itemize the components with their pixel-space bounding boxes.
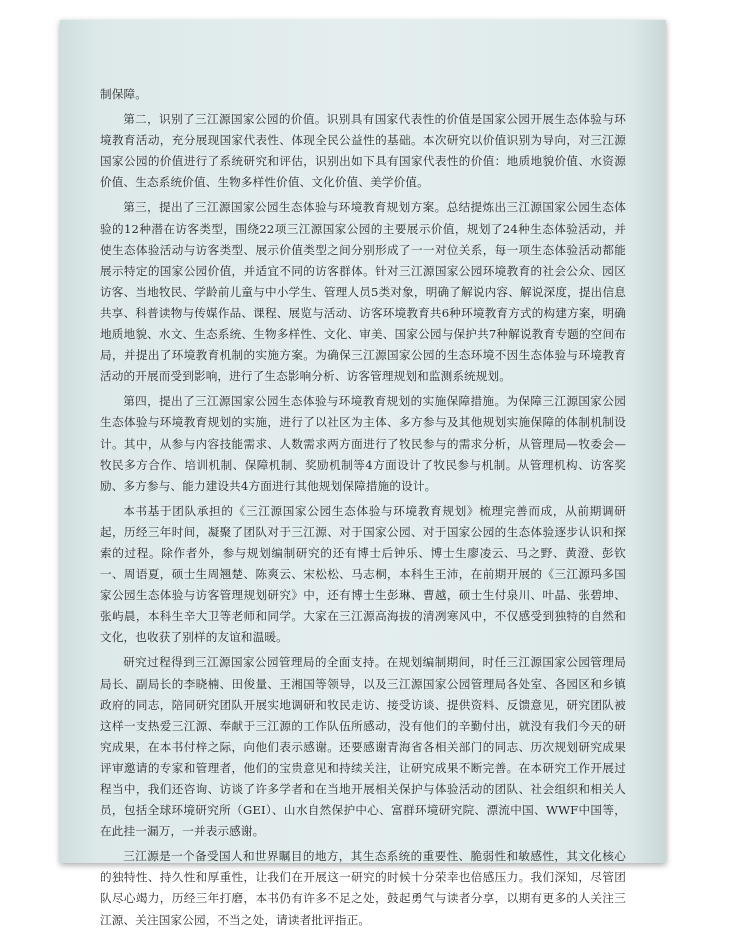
book-page xyxy=(60,20,666,927)
paragraph-closing: 三江源是一个备受国人和世界瞩目的地方，其生态系统的重要性、脆弱性和敏感性，其文化核心的独特性、持久性和厚重性，让我们在开展这一研究的时候十分荣幸也倍感压力。我们深知，尽管团队尽心竭力，历经三年打磨，本书仍有许多不足之处，鼓起勇气与读者分享，以期有更多的人关注三江源、关注国家公园，不当之处，请读者批评指正。 xyxy=(100,849,626,927)
paragraph-continuation: 制保障。 xyxy=(100,87,147,101)
paragraph-acknowledgements: 研究过程得到三江源国家公园管理局的全面支持。在规划编制期间，时任三江源国家公园管理局局长、副局长的李晓楠、田俊量、王湘国等领导，以及三江源国家公园管理局各处室、各园区和乡镇政府的同志，陪同研究团队开展实地调研和牧民走访、接受访谈、提供资料、反馈意见，研究团队被这样一支热爱三江源、奉献于三江源的工作队伍所感动，没有他们的辛勤付出，就没有我们今天的研究成果，在本书付梓之际，向他们表示感谢。还要感谢青海省各相关部门的同志、历次规划研究成果评审邀请的专家和管理者，他们的宝贵意见和持续关注，让研究成果不断完善。在本研究工作开展过程当中，我们还咨询、访谈了许多学者和在当地开展相关保护与体验活动的团队、社会组织和相关人员，包括全球环境研究所（GEI）、山水自然保护中心、富群环境研究院、漂流中国、WWF中国等，在此挂一漏万，一并表示感谢。 xyxy=(100,655,626,839)
paragraph-book-background: 本书基于团队承担的《三江源国家公园生态体验与环境教育规划》梳理完善而成，从前期调研起，历经三年时间，凝聚了团队对于三江源、对于国家公园、对于国家公园的生态体验逐步认识和探索的过程。除作者外，参与规划编制研究的还有博士后钟乐、博士生廖凌云、马之野、黄澄、彭钦一、周语夏，硕士生周翘楚、陈爽云、宋松松、马志桐，本科生王沛，在前期开展的《三江源玛多国家公园生态体验与访客管理规划研究》中，还有博士生彭琳、曹越，硕士生付泉川、叶晶、张碧坤、张屿晨，本科生辛大卫等老师和同学。大家在三江源高海拔的清冽寒风中，不仅感受到独特的自然和文化，也收获了别样的友谊和温暖。 xyxy=(100,503,626,645)
paragraph-value-identification: 第二，识别了三江源国家公园的价值。识别具有国家代表性的价值是国家公园开展生态体验与环境教育活动，充分展现国家代表性、体现全民公益性的基础。本次研究以价值识别为导向，对三江源国家公园的价值进行了系统研究和评估，识别出如下具有国家代表性的价值：地质地貌价值、水资源价值、生态系统价值、生物多样性价值、文化价值、美学价值。 xyxy=(100,112,626,190)
paragraph-planning-scheme: 第三，提出了三江源国家公园生态体验与环境教育规划方案。总结提炼出三江源国家公园生态体验的12种潜在访客类型，围绕22项三江源国家公园的主要展示价值，规划了24种生态体验活动，并使生态体验活动与访客类型、展示价值类型之间分别形成了一一对位关系，每一项生态体验活动都能展示特定的国家公园价值，并适宜不同的访客群体。针对三江源国家公园环境教育的社会公众、园区访客、当地牧民、学龄前儿童与中小学生、管理人员5类对象，明确了解说内容、解说深度，提出信息共享、科普读物与传媒作品、课程、展览与活动、访客环境教育共6种环境教育方式的构建方案，明确地质地貌、水文、生态系统、生物多样性、文化、审美、国家公园与保护共7种解说教育专题的空间布局，并提出了环境教育机制的实施方案。为确保三江源国家公园的生态环境不因生态体验与环境教育活动的开展而受到影响，进行了生态影响分析、访客管理规划和监测系统规划。 xyxy=(100,200,626,384)
paragraph-safeguard-measures: 第四，提出了三江源国家公园生态体验与环境教育规划的实施保障措施。为保障三江源国家公园生态体验与环境教育规划的实施，进行了以社区为主体、多方参与及其他规划实施保障的体制机制设计。其中，从参与内容技能需求、人数需求两方面进行了牧民参与的需求分析，从管理局—牧委会—牧民多方合作、培训机制、保障机制、奖励机制等4方面设计了牧民参与机制。从管理机构、访客奖励、多方参与、能力建设共4方面进行其他规划保障措施的设计。 xyxy=(100,394,626,493)
page-text xyxy=(100,84,626,931)
